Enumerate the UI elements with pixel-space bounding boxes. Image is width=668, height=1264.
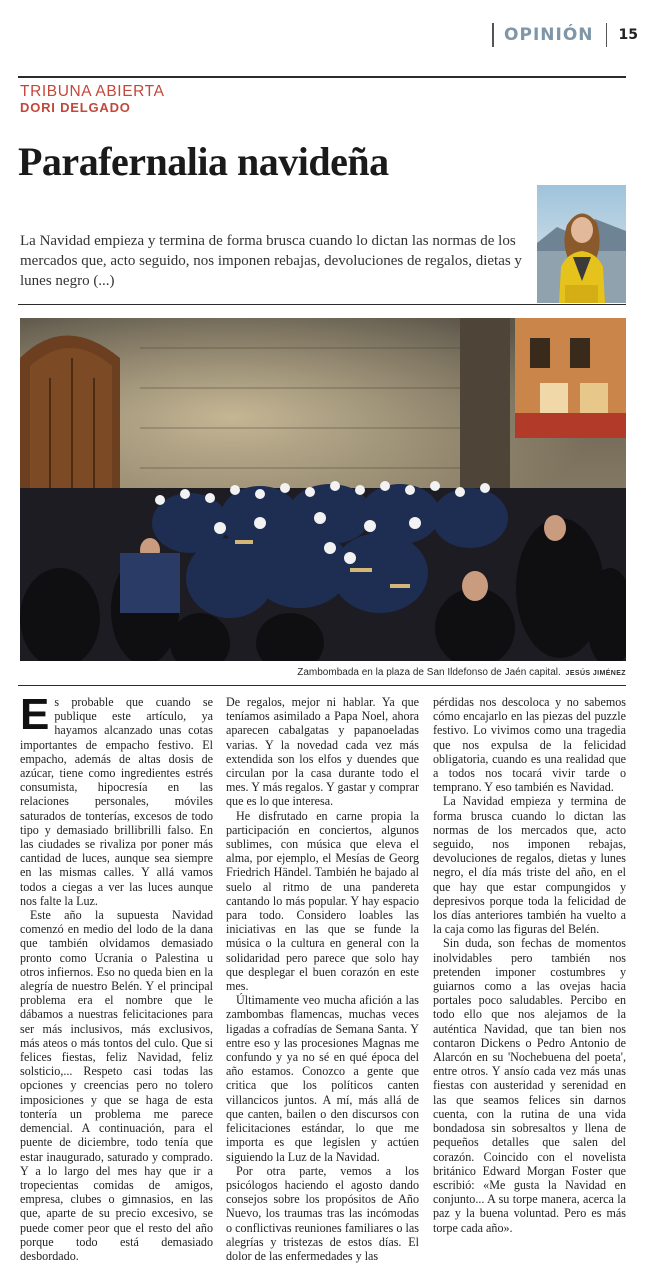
body-column-1 xyxy=(20,690,213,1263)
body-paragraph: Este año la supuesta Navidad comenzó en medio del lodo de la dana que también olvidamos demasiado pronto como Ucrania o Palestina u otros infiernos. Eso no queda bien en la alegría de nuestro Belén. Y el principal problema era el nombre que le dábamos a nuestras felicitaciones para ser más inclusivos, más exclusivos, más ateos o más tontos del culo. Que si felices fiestas, feliz Navidad, feliz solsticio,... Respeto casi todas las opciones y creencias pero no tolero imposiciones y que se haga de esta tontería un problema me parece demencial. A continuación, para el puente de diciembre, todo tenía que estar inaugurado, saturado y comprado. Y a lo largo del mes hay que ir a tropecientas comidas de amigos, empresa, clubes o gimnasios, en las que, aparte de su precio excesivo, se puede comer peor que el resto del año porque todo está demasiado desbordado. xyxy=(20,908,213,1263)
body-paragraph: Sin duda, son fechas de momentos inolvidables pero también nos pretenden imponer costumbres y guiarnos como a las ovejas hacia portales poco saludables. Percibo en todo ello que nos alejamos de la auténtica Navidad, que tan bien nos contaron Dickens o Pedro Antonio de Alarcón en su 'Nochebuena del poeta', entre otros. Y ansío cada vez más unas fiestas con austeridad y serenidad en las que seamos felices sin darnos cuenta, con la rutina de una vida bondadosa sin sobresaltos y llena de pequeños detalles que salen del corazón. Coincido con el novelista británico Edward Morgan Foster que escribió: «Me gusta la Navidad en conjunto... A su torpe manera, acerca la paz y la buena voluntad. Pero es más torpe cada año». xyxy=(433,936,626,1235)
section-divider xyxy=(492,23,494,47)
zambombada-photo xyxy=(20,318,626,661)
body-paragraph: Últimamente veo mucha afición a las zambombas flamencas, muchas veces ligadas a cofradías de Semana Santa. Y entre eso y las procesiones Magnas me confundo y ya no sé en qué época del año estamos. Conozco a gente que critica que los políticos canten villancicos juntos. A mí, más allá de que canten, bailen o den discursos con felicitaciones estándar, lo que me importa es que legislen y actúen siguiendo la Luz de la Navidad. xyxy=(226,993,419,1164)
body-paragraph: pérdidas nos descoloca y no sabemos cómo encajarlo en las piezas del puzzle festivo. Lo vivimos como una tragedia que nos expulsa de la felicidad obligatoria, cuando es una realidad que a todos nos tocará vivir tarde o temprano. Y eso también es Navidad. xyxy=(433,695,626,795)
author-portrait-image xyxy=(537,185,626,303)
author-portrait xyxy=(537,185,626,303)
body-paragraph: He disfrutado en carne propia la participación en conciertos, algunos sublimes, con música que eleva el alma, por ejemplo, el Mesías de Georg Friedrich Händel. También he bajado al suelo al ritmo de una pandereta cantando lo más popular. Y hay espacio para todo. Considero loables las iniciativas en las que se funde la música o la cultura en general con la solidaridad pero parece que solo hay que desplegar el buen corazón en este mes. xyxy=(226,808,419,994)
kicker: TRIBUNA ABIERTA xyxy=(20,83,165,100)
body-column-2 xyxy=(226,695,419,1263)
news-photo xyxy=(20,318,626,661)
body-column-3 xyxy=(433,695,626,1235)
body-paragraph: De regalos, mejor ni hablar. Ya que teníamos asimilado a Papa Noel, ahora aparecen cabalgatas y papanoeladas varias. Y la novedad cada vez más extendida son los elfos y duendes que circulan por la casa durante todo el mes. Y más regalos. Y gastar y comprar que es lo que interesa. xyxy=(226,695,419,809)
page-number: 15 xyxy=(618,27,638,43)
drop-cap: E xyxy=(20,690,50,739)
bottom-rule xyxy=(18,685,626,686)
section-name: OPINIÓN xyxy=(504,25,594,45)
body-paragraph xyxy=(20,690,213,908)
headline: Parafernalia navideña xyxy=(18,139,389,184)
section-header xyxy=(492,22,638,48)
photo-credit: JESÚS JIMÉNEZ xyxy=(565,670,626,677)
caption-text: Zambombada en la plaza de San Ildefonso de Jaén capital. xyxy=(297,667,561,678)
mid-rule xyxy=(18,304,626,305)
article-body xyxy=(20,690,628,1263)
body-paragraph: La Navidad empieza y termina de forma brusca cuando lo dictan las normas de los mercados que, acto seguido, nos imponen rebajas, devoluciones de regalos, dietas y lunes negro, el día más triste del año, en el que hay que estar compungidos y depresivos porque toda la felicidad de los días anteriores también ha vuelto a la caja como las figuras del Belén. xyxy=(433,794,626,937)
body-paragraph: Por otra parte, vemos a los psicólogos haciendo el agosto dando consejos sobre los propósitos de Año Nuevo, los traumas tras las incómodas o conflictivas reuniones familiares o las alegrías y tristezas de estos días. El dolor de las enfermedades y las xyxy=(226,1163,419,1263)
top-rule xyxy=(18,76,626,78)
lead-paragraph: La Navidad empieza y termina de forma brusca cuando lo dictan las normas de los mercados que, acto seguido, nos imponen rebajas, devoluciones de regalos, dietas y lunes negro (...) xyxy=(20,233,522,289)
section-divider xyxy=(606,23,607,47)
body-paragraph-text: s probable que cuando se publique este artículo, ya hayamos alcanzado unas cotas importantes de empacho festivo. El empacho, además de altas dosis de azúcar, tiene como ingredientes estrés consumista, hipocresía en las relaciones personales, móviles saturados de tonterías, excesos de todo tipo y demasiado brillibrilli falso. En las ciudades se rivaliza por poner más cantidad de luces, aunque sea siempre en las mismas calles. Y allá vamos todos a ciegas a ver las luces aunque nos falte la Luz. xyxy=(20,695,213,908)
photo-caption xyxy=(297,667,626,678)
author-byline: DORI DELGADO xyxy=(20,100,131,115)
